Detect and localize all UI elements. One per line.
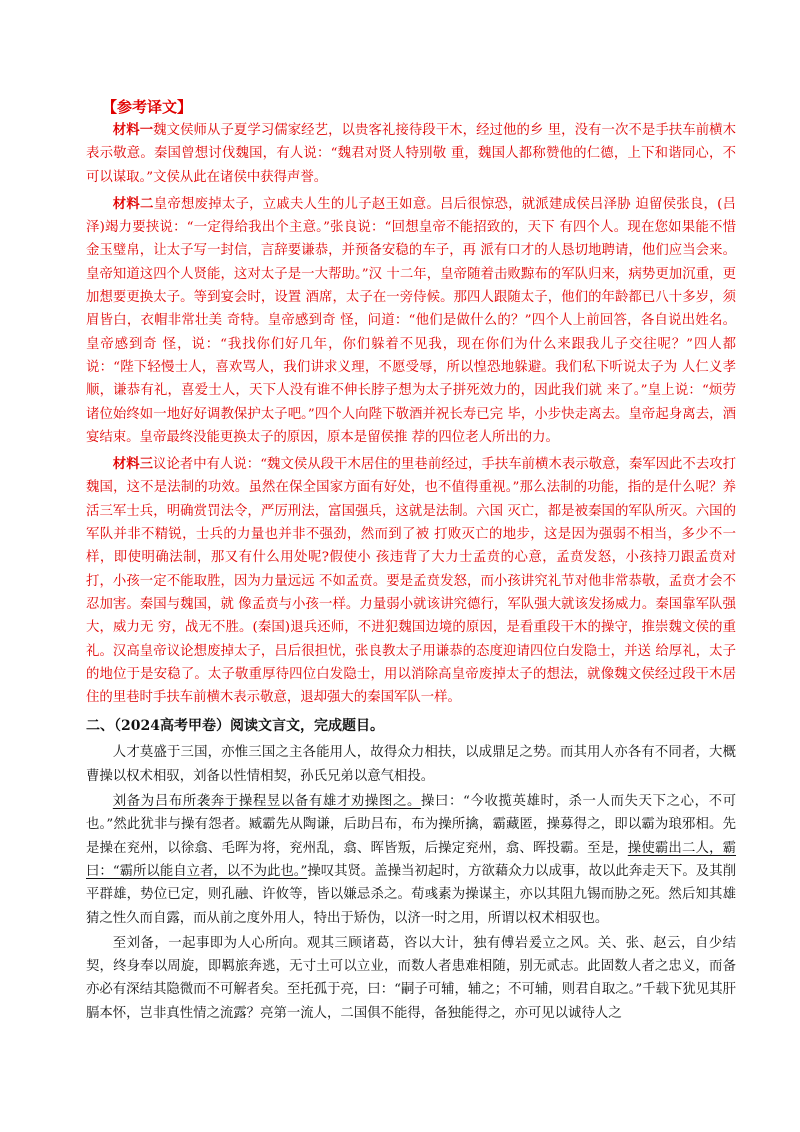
document-content: [86, 95, 736, 1025]
material-one-label: 材料一: [112, 122, 154, 138]
underlined-sentence-2: 操使霸出二人，霸曰：“霸所以能自立者，以不为此也。”: [86, 840, 737, 879]
material-two-paragraph: [86, 193, 736, 449]
passage-paragraph-2-text-b: 操叹其贤。盖操当初起时，方欲藉众力以成事，故以此奔走天下。及其削平群雄，势位已定，则孔融、许攸等，皆以嫌忌杀之。荀彧素为操谋主，亦以其阻九锡而胁之死。然后知其雄猜之性久而自露，而从前之度外用人，特出于矫伪，以济一时之用，所谓以权术相驭也。: [86, 863, 736, 926]
material-two-label: 材料二: [112, 195, 154, 212]
question-heading: 二、（2024高考甲卷）阅读文言文，完成题目。: [86, 718, 384, 735]
material-three-paragraph: [86, 453, 736, 709]
reference-translation-heading: 【参考译文】: [102, 98, 193, 116]
passage-paragraph-3: 至刘备，一起事即为人心所向。观其三顾诸葛，咨以大计，独有傅岩爰立之风。关、张、赵云，自少结契，终身奉以周旋，即羁旅奔逃，无寸土可以立业，而数人者患难相随，别无贰志。此固数人者之忠义，而备亦必有深结其隐微而不可解者矣。至托孤于亮，曰：“嗣子可辅，辅之；不可辅，则君自取之。”千载下犹见其肝膈本怀，岂非真性情之流露？亮第一流人，二国俱不能得，备独能得之，亦可见以诚待人之: [86, 935, 736, 1021]
material-three-text: 议论者中有人说：“魏文侯从段干木居住的里巷前经过，手扶车前横木表示敬意，秦军因此不去攻打魏国，这不是法制的功效。虽然在保全国家方面有好处，也不值得重视。”那么法制的功能，指的是什么呢？养活三军士兵，明确赏罚法令，严厉刑法，富国强兵，这就是法制。六国 灭亡，都是被秦国的军队所灭。六国的军队并非不精锐，士兵的力量也并非不强劲，然而到了被 打败灭亡的地步，这是因为强弱不相当，多少不一样，即使明确法制，那又有什么用处呢?假使小 孩违背了大力士孟贲的心意，孟贲发怒，小孩持刀跟孟贲对打，小孩一定不能取胜，因为力量远远 不如孟贲。要是孟贲发怒，而小孩讲究礼节对他非常恭敬，孟贲才会不忍加害。秦国与魏国，就 像孟贲与小孩一样。力量弱小就该讲究德行，军队强大就该发扬威力。秦国靠军队强大，威力无 穷，战无不胜。(秦国)退兵还师，不进犯魏国边境的原因，是看重段干木的操守，推崇魏文侯的重 礼。汉高皇帝议论想废掉太子，吕后很担忧，张良教太子用谦恭的态度迎请四位白发隐士，并送 给厚礼，太子的地位于是安稳了。太子敬重厚待四位白发隐士，用以消除高皇帝废掉太子的想法，就像魏文侯经过段干木居住的里巷时手扶车前横木表示敬意，退却强大的秦国军队一样。: [86, 457, 737, 706]
passage-paragraph-2: [86, 790, 736, 930]
reference-translation-block: [86, 119, 736, 709]
passage-block: [86, 741, 736, 1025]
underlined-sentence-1: 刘备为吕布所袭奔于操程昱以备有雄才劝操图之。: [112, 794, 421, 810]
passage-paragraph-1: 人才莫盛于三国，亦惟三国之主各能用人，故得众力相扶，以成鼎足之势。而其用人亦各有不同者，大概曹操以权术相驭，刘备以性情相契，孙氏兄弟以意气相投。: [86, 745, 736, 784]
material-three-label: 材料三: [112, 456, 153, 473]
material-two-text: 皇帝想废掉太子，立戚夫人生的儿子赵王如意。吕后很惊恐，就派建成侯吕泽胁 迫留侯张良，(吕泽)竭力要挟说：“一定得给我出个主意。”张良说：“回想皇帝不能招致的，天下 有四个人。现在您如果能不惜金玉璧帛，让太子写一封信，言辞要谦恭，并预备安稳的车子，再 派有口才的人恳切地聘请，他们应当会来。皇帝知道这四个人贤能，这对太子是一大帮助。”汉 十二年，皇帝随着击败黥布的军队归来，病势更加沉重，更加想要更换太子。等到宴会时，设置 酒席，太子在一旁侍候。那四人跟随太子，他们的年龄都已八十多岁，须眉皆白，衣帽非常壮美 奇特。皇帝感到奇 怪，问道：“他们是做什么的？”四个人上前回答，各自说出姓名。皇帝感到奇 怪，说：“我找你们好几年，你们躲着不见我，现在你们为什么来跟我儿子交往呢？”四人都说：“陛下轻慢士人，喜欢骂人，我们讲求义理，不愿受辱，所以惶恐地躲避。我们私下听说太子为 人仁义孝顺，谦恭有礼，喜爱士人，天下人没有谁不伸长脖子想为太子拼死效力的，因此我们就 来了。”皇上说：“烦劳诸位始终如一地好好调教保护太子吧。”四个人向陛下敬酒并祝长寿已完 毕，小步快走离去。皇帝起身离去，酒宴结束。皇帝最终没能更换太子的原因，原本是留侯推 荐的四位老人所出的力。: [86, 196, 737, 445]
passage-paragraph-2-text-a: 操曰：“今收揽英雄时，杀一人而失天下之心，不可也。”然此犹非与操有怨者。臧霸先从陶谦，后助吕布，布为操所擒，霸藏匿，操募得之，即以霸为琅邪相。先是操在兖州，以徐翕、毛晖为将，兖州乱，翕、晖皆叛，后操定兖州，翕、晖投霸。至是，: [86, 794, 736, 856]
material-one-paragraph: [86, 119, 736, 189]
material-one-text: 魏文侯师从子夏学习儒家经艺，以贵客礼接待段干木，经过他的乡 里，没有一次不是手扶车前横木表示敬意。秦国曾想讨伐魏国，有人说：“魏君对贤人特别敬 重，魏国人都称赞他的仁德，上下和谐同心，不可以谋取。”文侯从此在诸侯中获得声誉。: [86, 123, 736, 185]
